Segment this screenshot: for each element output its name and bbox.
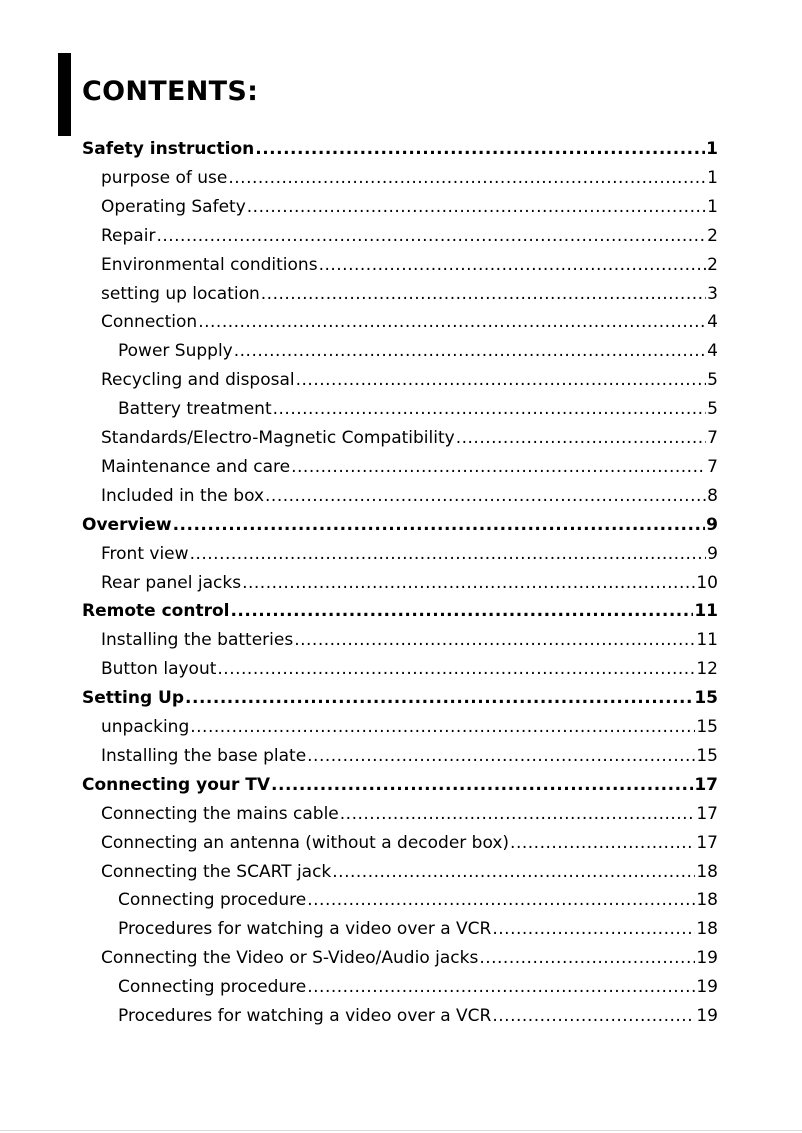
toc-entry[interactable] bbox=[101, 255, 718, 275]
dot-leader bbox=[234, 341, 706, 361]
toc-entry-label: Operating Safety bbox=[101, 196, 246, 217]
toc-entry[interactable] bbox=[101, 717, 718, 737]
toc-entry[interactable] bbox=[101, 948, 718, 968]
dot-leader bbox=[156, 226, 706, 246]
toc-entry[interactable] bbox=[101, 544, 718, 564]
toc-entry-label: Battery treatment bbox=[118, 399, 272, 420]
toc-entry[interactable] bbox=[118, 919, 718, 939]
toc-entry-page-number: 9 bbox=[706, 514, 718, 535]
toc-entry-label: Connecting procedure bbox=[118, 890, 307, 911]
toc-entry-page-number: 5 bbox=[707, 399, 718, 420]
dot-leader bbox=[255, 139, 705, 159]
dot-leader bbox=[492, 1006, 695, 1026]
toc-entry[interactable] bbox=[118, 977, 718, 997]
toc-entry-label: Installing the batteries bbox=[101, 630, 294, 651]
toc-entry-label: setting up location bbox=[101, 283, 260, 304]
toc-entry-label: Safety instruction bbox=[82, 139, 255, 159]
toc-entry-label: Remote control bbox=[82, 601, 230, 622]
dot-leader bbox=[265, 486, 706, 506]
toc-entry[interactable] bbox=[101, 833, 718, 853]
toc-entry-page-number: 1 bbox=[707, 167, 718, 188]
toc-entry-label: Standards/Electro-Magnetic Compatibility bbox=[101, 428, 455, 448]
toc-entry-label: Maintenance and care bbox=[101, 456, 291, 477]
toc-entry-label: Connecting the Video or S-Video/Audio jacks bbox=[101, 948, 479, 969]
toc-entry[interactable] bbox=[101, 226, 718, 246]
toc-entry-page-number: 10 bbox=[696, 572, 718, 593]
toc-entry[interactable] bbox=[118, 341, 718, 361]
toc-entry-page-number: 1 bbox=[707, 196, 718, 217]
dot-leader bbox=[332, 862, 695, 882]
dot-leader bbox=[230, 601, 693, 621]
dot-leader bbox=[319, 255, 707, 275]
dot-leader bbox=[340, 804, 696, 824]
toc-entry-label: Recycling and disposal bbox=[101, 370, 295, 391]
toc-entry-page-number: 4 bbox=[707, 341, 718, 362]
dot-leader bbox=[271, 775, 693, 795]
toc-entry-page-number: 19 bbox=[696, 977, 718, 998]
toc-entry-label: purpose of use bbox=[101, 167, 228, 188]
toc-entry-page-number: 17 bbox=[696, 803, 718, 824]
toc-entry-label: Connecting procedure bbox=[118, 977, 307, 998]
toc-entry-page-number: 11 bbox=[694, 601, 718, 622]
toc-entry[interactable] bbox=[101, 804, 718, 824]
toc-entry-label: Connection bbox=[101, 312, 198, 333]
dot-leader bbox=[242, 573, 695, 593]
dot-leader bbox=[273, 399, 707, 419]
toc-entry-label: Connecting the SCART jack bbox=[101, 861, 332, 882]
toc-entry-page-number: 2 bbox=[707, 254, 718, 275]
toc-entry-page-number: 19 bbox=[696, 948, 718, 969]
toc-entry-page-number: 11 bbox=[696, 630, 718, 651]
dot-leader bbox=[492, 919, 695, 939]
toc-entry-page-number: 17 bbox=[694, 774, 718, 795]
toc-entry-page-number: 15 bbox=[696, 717, 718, 737]
toc-entry-label: Overview bbox=[82, 514, 172, 535]
toc-entry-page-number: 3 bbox=[707, 283, 718, 304]
toc-entry-page-number: 18 bbox=[696, 890, 718, 911]
toc-entry-label: Procedures for watching a video over a VCR bbox=[118, 919, 492, 940]
dot-leader bbox=[294, 630, 695, 650]
toc-entry-label: Connecting your TV bbox=[82, 774, 271, 795]
toc-entry-label: Procedures for watching a video over a VCR bbox=[118, 1006, 492, 1026]
dot-leader bbox=[456, 428, 706, 448]
toc-entry-page-number: 15 bbox=[694, 688, 718, 709]
dot-leader bbox=[307, 890, 695, 910]
toc-entry-page-number: 18 bbox=[696, 919, 718, 940]
toc-entry-page-number: 18 bbox=[696, 861, 718, 882]
toc-section-entry[interactable] bbox=[82, 139, 718, 159]
toc-entry-label: Power Supply bbox=[118, 341, 233, 362]
toc-entry-label: Repair bbox=[101, 225, 156, 246]
toc-entry-page-number: 2 bbox=[707, 225, 718, 246]
toc-entry-page-number: 9 bbox=[707, 543, 718, 564]
dot-leader bbox=[307, 746, 695, 766]
toc-entry[interactable] bbox=[101, 573, 718, 593]
toc-section-entry[interactable] bbox=[82, 601, 718, 621]
toc-entry-page-number: 8 bbox=[707, 485, 718, 506]
dot-leader bbox=[296, 370, 707, 390]
toc-entry[interactable] bbox=[101, 862, 718, 882]
toc-entry[interactable] bbox=[101, 428, 718, 448]
dot-leader bbox=[228, 168, 706, 188]
toc-entry-page-number: 7 bbox=[707, 456, 718, 477]
dot-leader bbox=[479, 948, 695, 968]
toc-entry-label: Installing the base plate bbox=[101, 745, 307, 766]
dot-leader bbox=[247, 197, 706, 217]
toc-entry-label: Connecting the mains cable bbox=[101, 803, 339, 824]
toc-entry-label: Connecting an antenna (without a decoder box) bbox=[101, 832, 510, 853]
toc-section-entry[interactable] bbox=[82, 515, 718, 535]
toc-entry[interactable] bbox=[101, 312, 718, 332]
dot-leader bbox=[190, 544, 707, 564]
toc-entry-page-number: 15 bbox=[696, 745, 718, 766]
dot-leader bbox=[291, 457, 706, 477]
toc-entry-label: Button layout bbox=[101, 659, 217, 680]
toc-entry[interactable] bbox=[101, 457, 718, 477]
dot-leader bbox=[307, 977, 695, 997]
toc-entry-page-number: 7 bbox=[707, 428, 718, 448]
toc-entry-page-number: 4 bbox=[707, 312, 718, 333]
toc-entry-page-number: 17 bbox=[696, 832, 718, 853]
toc-entry[interactable] bbox=[101, 284, 718, 304]
toc-entry[interactable] bbox=[118, 890, 718, 910]
dot-leader bbox=[190, 717, 695, 737]
toc-section-entry[interactable] bbox=[82, 775, 718, 795]
toc-entry-label: Environmental conditions bbox=[101, 254, 318, 275]
dot-leader bbox=[173, 515, 706, 535]
dot-leader bbox=[510, 833, 695, 853]
toc-entry[interactable] bbox=[101, 486, 718, 506]
toc-entry-page-number: 19 bbox=[696, 1006, 718, 1026]
toc-entry[interactable] bbox=[101, 630, 718, 650]
page-title: CONTENTS: bbox=[82, 76, 259, 107]
toc-entry-page-number: 12 bbox=[696, 659, 718, 680]
dot-leader bbox=[261, 284, 706, 304]
toc-entry[interactable] bbox=[101, 168, 718, 188]
toc-entry-label: unpacking bbox=[101, 717, 190, 737]
toc-entry-label: Front view bbox=[101, 543, 189, 564]
toc-entry-label: Rear panel jacks bbox=[101, 572, 242, 593]
toc-entry-page-number: 1 bbox=[706, 139, 718, 159]
toc-entry[interactable] bbox=[101, 659, 718, 679]
dot-leader bbox=[185, 688, 693, 708]
toc-entry[interactable] bbox=[101, 197, 718, 217]
toc-entry[interactable] bbox=[101, 370, 718, 390]
toc-entry[interactable] bbox=[101, 746, 718, 766]
section-marker-bar bbox=[58, 53, 71, 136]
toc-section-entry[interactable] bbox=[82, 688, 718, 708]
page-bottom-rule bbox=[0, 1130, 802, 1131]
toc-entry[interactable] bbox=[118, 399, 718, 419]
dot-leader bbox=[198, 312, 706, 332]
toc-entry[interactable] bbox=[118, 1006, 718, 1026]
toc-entry-label: Setting Up bbox=[82, 688, 185, 709]
toc-entry-page-number: 5 bbox=[707, 370, 718, 391]
toc-entry-label: Included in the box bbox=[101, 485, 265, 506]
dot-leader bbox=[217, 659, 695, 679]
